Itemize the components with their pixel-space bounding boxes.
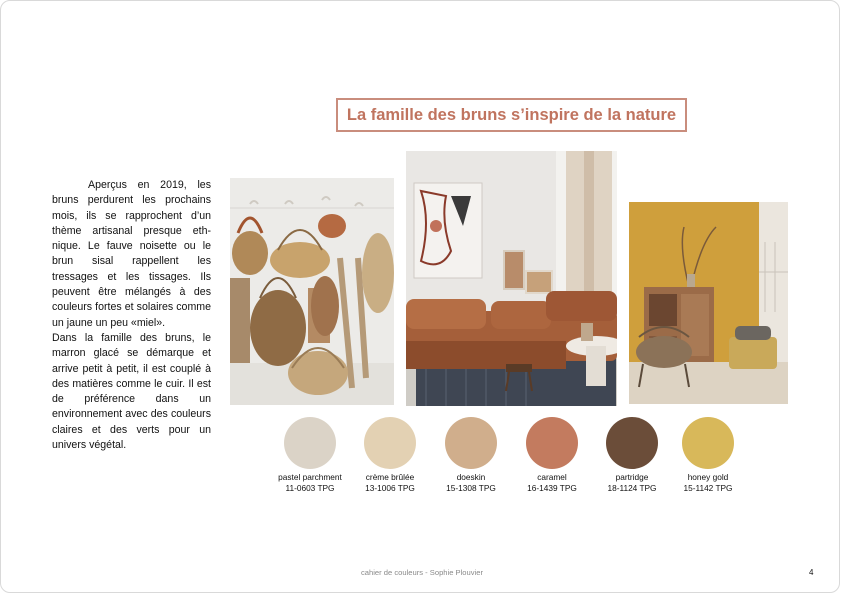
paragraph-2: Dans la famille des bruns, le marron glacé se démarque et arrive petit à petit, il est couplé à des matières comme le cuir. Il est de préférence dans un environnement avec des couleurs claires et des verts pour un univers végétal. <box>52 331 211 452</box>
ochre-wall-photo <box>629 202 788 404</box>
swatch-code: 15-1308 TPG <box>446 482 496 493</box>
swatch-name: crème brûlée <box>365 472 415 482</box>
swatch-name: pastel parchment <box>278 472 342 482</box>
swatch-code: 13-1006 TPG <box>365 482 415 493</box>
body-text <box>52 178 211 453</box>
swatch-name: doeskin <box>456 472 486 482</box>
swatch-caramel <box>526 417 578 469</box>
paragraph-1: Aperçus en 2019, les bruns perdurent les prochains mois, ils se rapprochent d’un thème artisanal presque ethnique. Le fauve noisette ou le brun sisal rappellent les tressages et les tissages. Ils peuvent être mélangés à des couleurs fortes et solaires comme un jaune un peu «miel». <box>52 179 211 329</box>
page-title: La famille des bruns s’inspire de la nature <box>346 105 677 124</box>
footer-text: cahier de couleurs - Sophie Plouvier <box>361 568 483 577</box>
swatch-name: honey gold <box>687 472 729 482</box>
swatch-label <box>663 472 753 493</box>
swatch-pastel-parchment <box>284 417 336 469</box>
swatch-label <box>426 472 516 493</box>
swatch-code: 11-0603 TPG <box>285 482 335 493</box>
title-box <box>336 98 687 132</box>
swatch-label <box>507 472 597 493</box>
swatch-doeskin <box>445 417 497 469</box>
swatch-name: caramel <box>537 472 567 482</box>
woven-baskets-photo <box>230 178 394 405</box>
swatch-label <box>345 472 435 493</box>
swatch-creme-brulee <box>364 417 416 469</box>
leather-sofa-photo <box>406 151 617 406</box>
swatch-code: 15-1142 TPG <box>683 482 733 493</box>
swatch-honey-gold <box>682 417 734 469</box>
page-number: 4 <box>809 568 814 577</box>
swatch-label <box>265 472 355 493</box>
swatch-name: partridge <box>615 472 649 482</box>
swatch-code: 18-1124 TPG <box>607 482 657 493</box>
swatch-partridge <box>606 417 658 469</box>
swatch-code: 16-1439 TPG <box>527 482 577 493</box>
